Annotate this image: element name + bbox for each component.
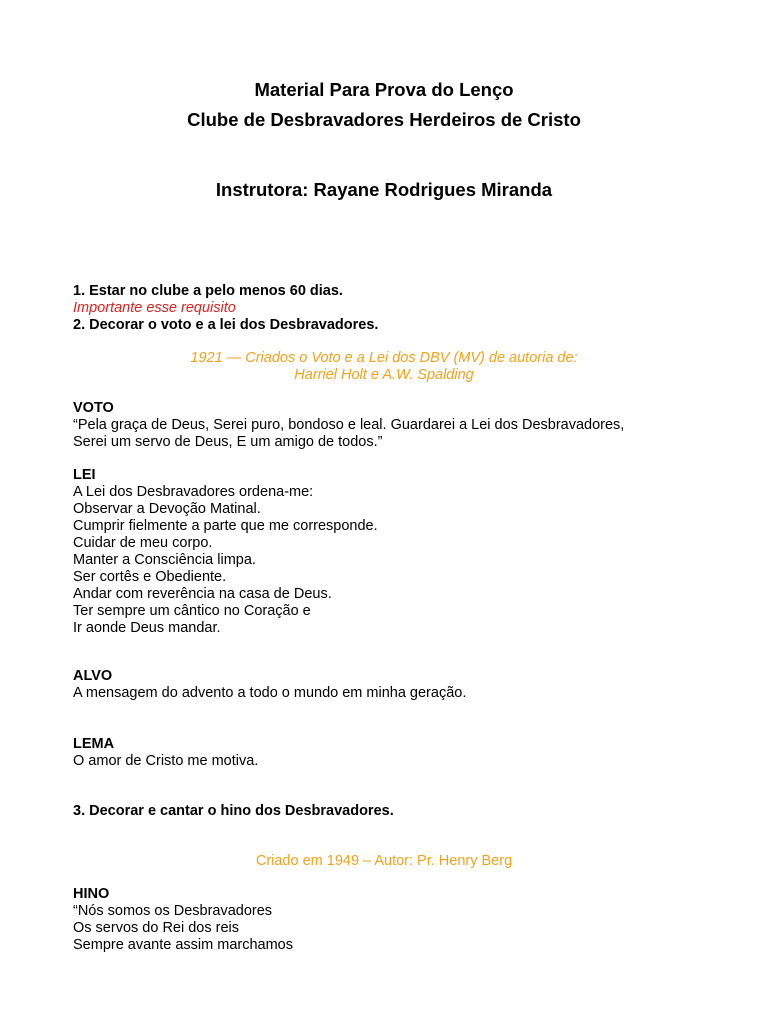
- lei-line: Observar a Devoção Matinal.: [73, 501, 261, 517]
- lema-heading: LEMA: [73, 736, 115, 752]
- requirements-block-1: [73, 283, 713, 334]
- lei-line: Ser cortês e Obediente.: [73, 569, 227, 585]
- requirement-1: 1. Estar no clube a pelo menos 60 dias.: [73, 283, 343, 299]
- alvo-section: [73, 668, 713, 702]
- lei-line: Cumprir fielmente a parte que me corresponde.: [73, 518, 378, 534]
- lei-line: Cuidar de meu corpo.: [73, 535, 213, 551]
- lei-line: Ter sempre um cântico no Coração e: [73, 603, 311, 619]
- requirement-2-note-line-1: 1921 — Criados o Voto e a Lei dos DBV (MV) de autoria de:: [190, 350, 578, 366]
- alvo-text: A mensagem do advento a todo o mundo em minha geração.: [73, 685, 467, 701]
- lema-section: [73, 736, 713, 770]
- lei-line: Ir aonde Deus mandar.: [73, 620, 221, 636]
- lei-line: A Lei dos Desbravadores ordena-me:: [73, 484, 314, 500]
- hino-section: [73, 886, 713, 954]
- requirement-1-note: Importante esse requisito: [73, 300, 236, 316]
- voto-section: [73, 400, 713, 451]
- voto-line: “Pela graça de Deus, Serei puro, bondoso e leal. Guardarei a Lei dos Desbravadores,: [73, 417, 625, 433]
- requirement-3-note: Criado em 1949 – Autor: Pr. Henry Berg: [255, 853, 513, 869]
- lei-line: Andar com reverência na casa de Deus.: [73, 586, 332, 602]
- instructor-name: Instrutora: Rayane Rodrigues Miranda: [215, 179, 553, 200]
- requirement-2-note-line-2: Harriel Holt e A.W. Spalding: [294, 367, 474, 383]
- voto-line: Serei um servo de Deus, E um amigo de todos.”: [73, 434, 383, 450]
- hino-line: Sempre avante assim marchamos: [73, 937, 293, 953]
- hino-line: Os servos do Rei dos reis: [73, 920, 240, 936]
- hino-heading: HINO: [73, 886, 110, 902]
- requirements-block-3: [73, 803, 713, 820]
- lei-heading: LEI: [73, 467, 96, 483]
- alvo-heading: ALVO: [73, 668, 113, 684]
- requirement-3: 3. Decorar e cantar o hino dos Desbravadores.: [73, 803, 394, 819]
- club-name: Clube de Desbravadores Herdeiros de Cristo: [187, 109, 581, 130]
- lei-section: [73, 467, 713, 637]
- requirement-2: 2. Decorar o voto e a lei dos Desbravadores.: [73, 317, 379, 333]
- lema-text: O amor de Cristo me motiva.: [73, 753, 259, 769]
- voto-heading: VOTO: [73, 400, 114, 416]
- document-title: Material Para Prova do Lenço: [254, 79, 514, 100]
- hino-line: “Nós somos os Desbravadores: [73, 903, 273, 919]
- lei-line: Manter a Consciência limpa.: [73, 552, 256, 568]
